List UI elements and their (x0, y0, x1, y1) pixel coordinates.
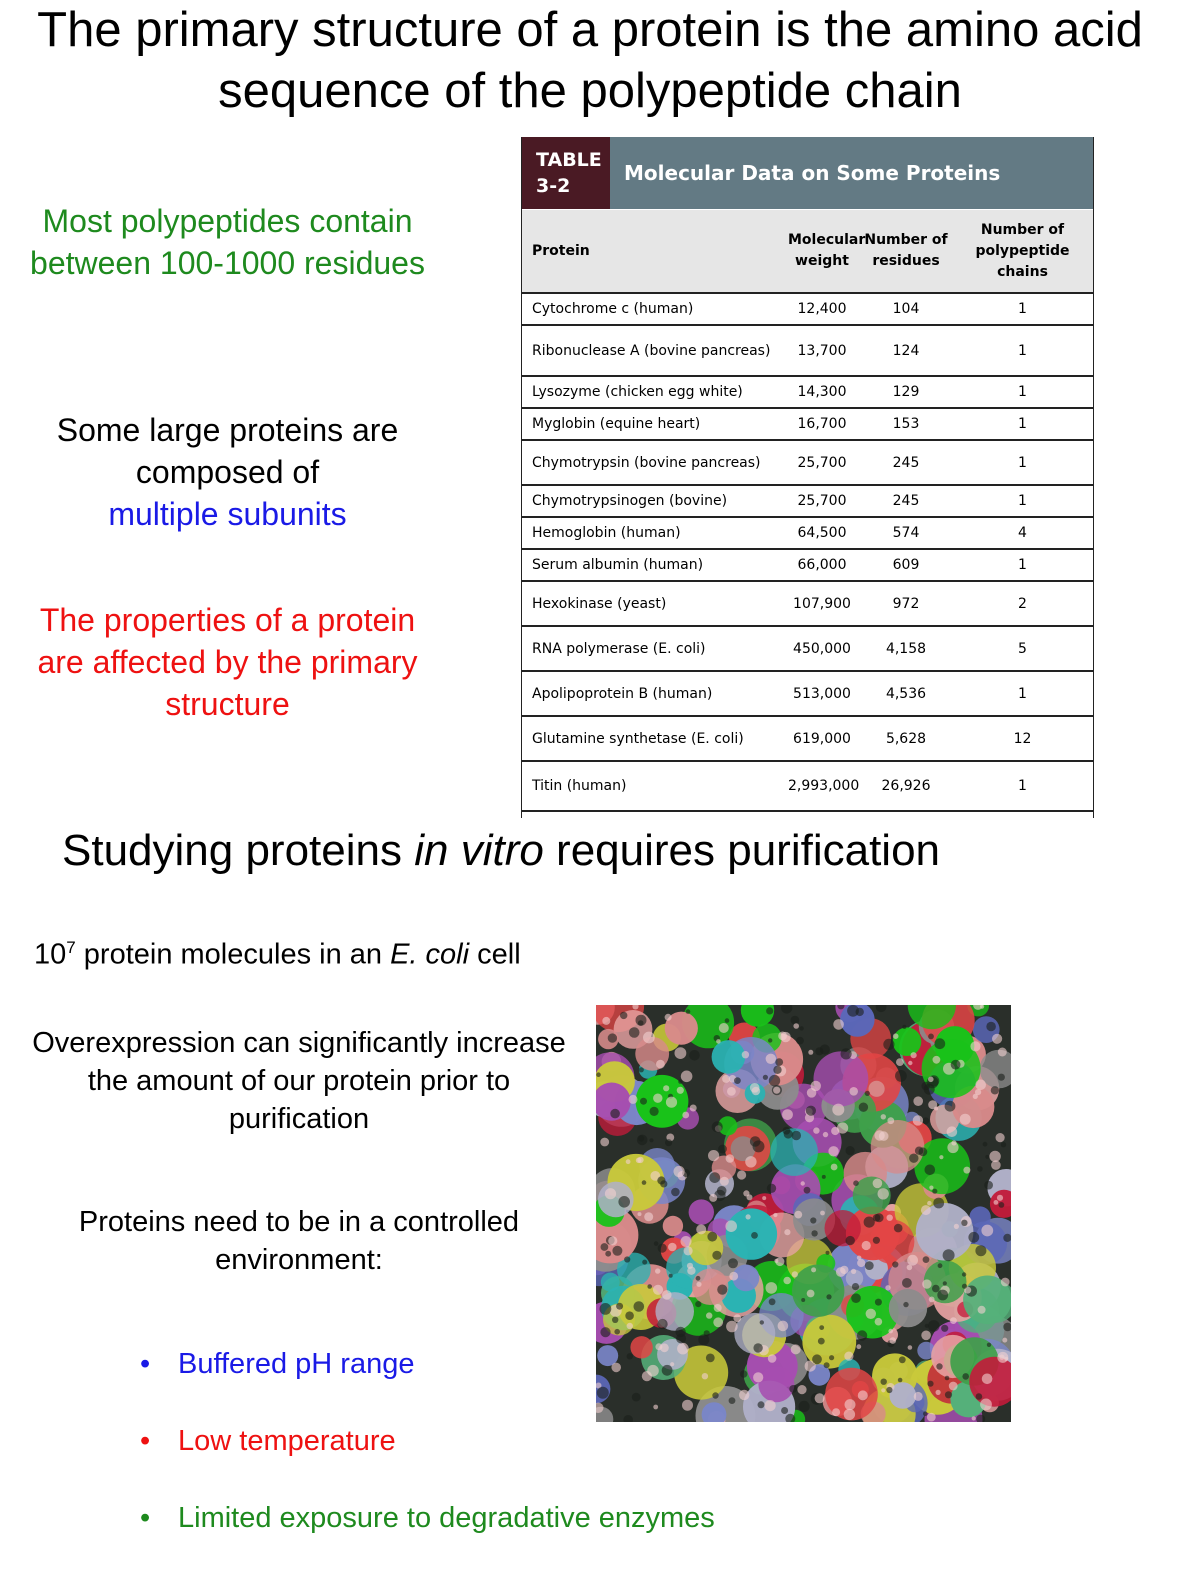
value-cell: 1 (952, 549, 1093, 581)
value-cell: 12 (952, 716, 1093, 761)
protein-data-table (521, 137, 1094, 818)
table-row (522, 376, 1093, 408)
protein-name-cell: Apolipoprotein B (human) (522, 671, 784, 716)
list-item: • Low temperature (140, 1422, 715, 1499)
section-title-end: requires purification (543, 826, 941, 875)
value-cell: 5,628 (860, 716, 952, 761)
table-row (522, 549, 1093, 581)
list-item-text: Buffered pH range (178, 1348, 415, 1380)
protein-name-cell: Chymotrypsinogen (bovine) (522, 485, 784, 517)
count-organism: E. coli (390, 938, 470, 971)
section-title (62, 823, 940, 879)
column-header: Number of residues (860, 210, 952, 293)
value-cell: 4,536 (860, 671, 952, 716)
overexpression-note: Overexpression can significantly increase the amount of our protein prior to purification (32, 1027, 566, 1135)
slide-title: The primary structure of a protein is the amino acid sequence of the polypeptide chain (37, 3, 1143, 118)
list-item: • Limited exposure to degradative enzymes (140, 1499, 715, 1576)
list-item-text: Limited exposure to degradative enzymes (178, 1502, 715, 1534)
value-cell: 450,000 (784, 626, 860, 671)
table-row (522, 517, 1093, 549)
value-cell: 64,500 (784, 517, 860, 549)
value-cell: 153 (860, 408, 952, 440)
protein-name-cell: Myglobin (equine heart) (522, 408, 784, 440)
count-exponent: 7 (66, 938, 76, 957)
protein-name-cell: Serum albumin (human) (522, 549, 784, 581)
protein-name-cell: Cytochrome c (human) (522, 293, 784, 325)
cytoplasm-protein-image (596, 1005, 1011, 1422)
table-badge-label: TABLE (536, 149, 602, 171)
protein-name-cell: Lysozyme (chicken egg white) (522, 376, 784, 408)
table-row (522, 761, 1093, 811)
value-cell: 4,158 (860, 626, 952, 671)
list-item-text: Low temperature (178, 1425, 396, 1457)
section-title-italic: in vitro (414, 826, 544, 875)
value-cell: 4 (952, 517, 1093, 549)
table-body (522, 210, 1093, 812)
value-cell: 513,000 (784, 671, 860, 716)
table-header-bar (522, 137, 1093, 210)
molecule-count (34, 929, 521, 974)
table-row (522, 581, 1093, 626)
table-row (522, 440, 1093, 485)
value-cell: 245 (860, 440, 952, 485)
note-subunits-text: Some large proteins are composed of (56, 412, 399, 490)
table-row (522, 671, 1093, 716)
controlled-environment-note: Proteins need to be in a controlled environment: (78, 1206, 520, 1276)
value-cell: 619,000 (784, 716, 860, 761)
table-row (522, 626, 1093, 671)
list-item: • Buffered pH range (140, 1345, 715, 1422)
note-residues: Most polypeptides contain between 100-1000 residues (30, 203, 425, 281)
value-cell: 609 (860, 549, 952, 581)
protein-name-cell: Ribonuclease A (bovine pancreas) (522, 325, 784, 376)
table-badge (522, 137, 610, 209)
value-cell: 107,900 (784, 581, 860, 626)
section-title-text: Studying proteins (62, 826, 415, 875)
column-header: Molecular weight (784, 210, 860, 293)
value-cell: 26,926 (860, 761, 952, 811)
value-cell: 1 (952, 408, 1093, 440)
value-cell: 245 (860, 485, 952, 517)
value-cell: 972 (860, 581, 952, 626)
protein-name-cell: RNA polymerase (E. coli) (522, 626, 784, 671)
protein-name-cell: Hemoglobin (human) (522, 517, 784, 549)
value-cell: 66,000 (784, 549, 860, 581)
value-cell: 129 (860, 376, 952, 408)
note-properties: The properties of a protein are affected by the primary structure (37, 602, 418, 722)
value-cell: 1 (952, 293, 1093, 325)
table-row (522, 325, 1093, 376)
value-cell: 1 (952, 671, 1093, 716)
value-cell: 1 (952, 325, 1093, 376)
value-cell: 1 (952, 485, 1093, 517)
note-subunits-highlight: multiple subunits (108, 496, 347, 532)
value-cell: 25,700 (784, 485, 860, 517)
crowded-cell-illustration (596, 1005, 1011, 1422)
value-cell: 2 (952, 581, 1093, 626)
protein-name-cell: Glutamine synthetase (E. coli) (522, 716, 784, 761)
value-cell: 1 (952, 376, 1093, 408)
value-cell: 2,993,000 (784, 761, 860, 811)
note-subunits (20, 409, 435, 535)
table-row (522, 293, 1093, 325)
count-text: protein molecules in an (75, 938, 391, 971)
table-row (522, 408, 1093, 440)
value-cell: 1 (952, 761, 1093, 811)
value-cell: 16,700 (784, 408, 860, 440)
table-badge-number: 3-2 (536, 175, 571, 197)
count-end: cell (469, 938, 521, 971)
value-cell: 5 (952, 626, 1093, 671)
column-header: Protein (522, 210, 784, 293)
table-header-row (522, 210, 1093, 293)
value-cell: 574 (860, 517, 952, 549)
count-base: 10 (34, 938, 67, 971)
protein-name-cell: Titin (human) (522, 761, 784, 811)
value-cell: 25,700 (784, 440, 860, 485)
value-cell: 12,400 (784, 293, 860, 325)
table-row (522, 485, 1093, 517)
value-cell: 13,700 (784, 325, 860, 376)
value-cell: 1 (952, 440, 1093, 485)
value-cell: 124 (860, 325, 952, 376)
table-title: Molecular Data on Some Proteins (624, 161, 1001, 185)
protein-name-cell: Chymotrypsin (bovine pancreas) (522, 440, 784, 485)
value-cell: 104 (860, 293, 952, 325)
value-cell: 14,300 (784, 376, 860, 408)
table-row (522, 716, 1093, 761)
column-header: Number of polypeptide chains (952, 210, 1093, 293)
protein-name-cell: Hexokinase (yeast) (522, 581, 784, 626)
